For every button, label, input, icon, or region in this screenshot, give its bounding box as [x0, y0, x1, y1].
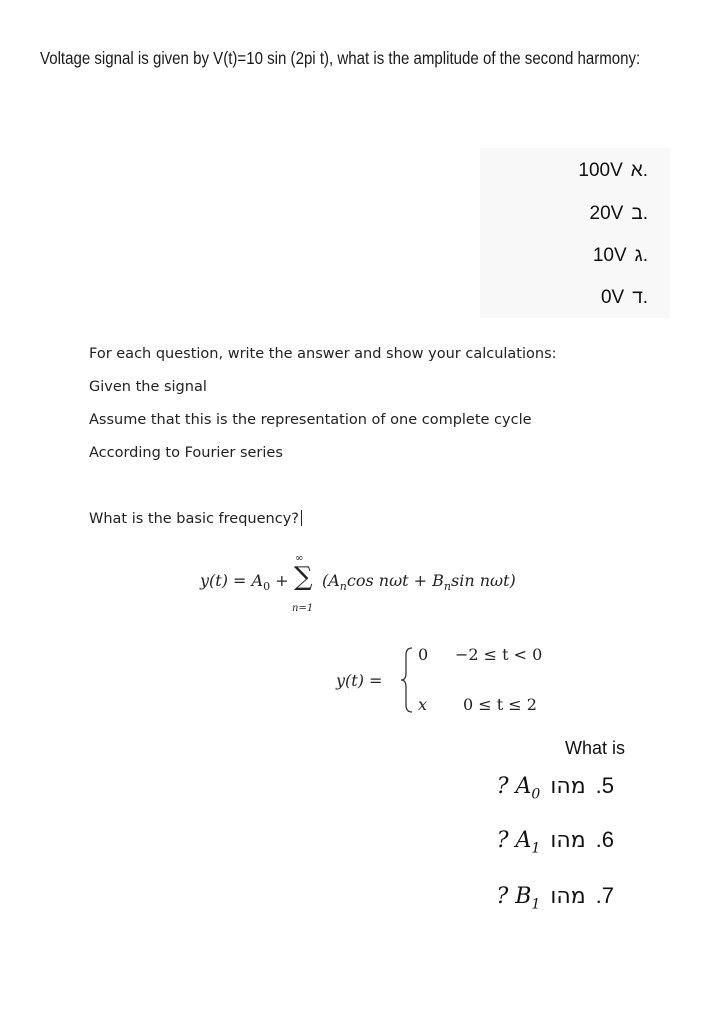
sum-symbol: ∑ — [294, 562, 313, 592]
question-6 — [497, 827, 614, 856]
term-middle: cos nωt + B — [346, 571, 444, 590]
option-a-value: 100V — [578, 160, 623, 181]
question-5 — [497, 773, 614, 802]
fourier-term — [322, 571, 516, 593]
option-c-letter: .ג — [634, 245, 648, 266]
an-subscript: n — [339, 580, 347, 594]
q7-symbol: B — [515, 884, 532, 909]
question-7 — [496, 883, 614, 912]
fourier-formula — [200, 571, 289, 593]
option-d — [601, 287, 648, 309]
option-d-value: 0V — [600, 287, 625, 308]
instructions-line-4: According to Fourier series — [89, 445, 283, 461]
q6-subscript: 1 — [531, 840, 541, 857]
q6-symbol: A — [515, 828, 532, 853]
case-1-condition: −2 ≤ t < 0 — [455, 645, 543, 664]
q6-mark: ? — [496, 828, 509, 853]
term-open: (A — [322, 571, 340, 590]
option-d-letter: .ד — [632, 287, 648, 308]
bn-subscript: n — [443, 580, 451, 594]
piecewise-lhs — [336, 671, 382, 690]
q5-symbol: A — [515, 774, 532, 799]
a0-subscript: 0 — [263, 580, 271, 594]
instructions-line-1: For each question, write the answer and show your calculations: — [89, 346, 557, 362]
q6-number: .6 — [595, 827, 614, 852]
case-1-value: 0 — [418, 645, 429, 664]
option-a-letter: .א — [630, 160, 648, 181]
fourier-lhs: y(t) = A — [200, 571, 264, 590]
term-end: sin nωt) — [451, 571, 516, 590]
option-b-value: 20V — [589, 203, 624, 224]
basic-frequency-text: What is the basic frequency? — [89, 511, 299, 527]
q5-subscript: 0 — [531, 786, 541, 803]
instructions-line-3: Assume that this is the representation of one complete cycle — [89, 412, 532, 428]
q7-number: .7 — [595, 883, 614, 908]
instructions-line-2: Given the signal — [89, 379, 207, 395]
q5-word: מהו — [550, 774, 586, 799]
option-a — [578, 160, 648, 182]
sum-upper-limit: ∞ — [295, 553, 304, 564]
q5-number: .5 — [595, 773, 614, 798]
text-cursor — [301, 510, 302, 526]
option-b-letter: .ב — [631, 203, 648, 224]
q7-mark: ? — [496, 884, 509, 909]
q6-word: מהו — [550, 828, 586, 853]
fourier-plus: + — [270, 571, 289, 590]
what-is-label: What is — [565, 738, 626, 758]
option-c — [593, 245, 648, 267]
q7-word: מהו — [550, 884, 586, 909]
question-1-text: Voltage signal is given by V(t)=10 sin (2pi t), what is the amplitude of the second harmony: — [40, 48, 641, 68]
q5-mark: ? — [496, 774, 509, 799]
piecewise-lhs-text: y(t) = — [336, 671, 383, 690]
case-2-condition: 0 ≤ t ≤ 2 — [463, 695, 537, 714]
option-c-value: 10V — [592, 245, 627, 266]
sum-lower-limit: n=1 — [292, 603, 314, 614]
piecewise-brace-icon — [398, 645, 414, 715]
basic-frequency-prompt[interactable] — [89, 510, 302, 527]
q7-subscript: 1 — [531, 896, 541, 913]
case-2-value: x — [418, 695, 428, 714]
option-b — [590, 203, 648, 225]
